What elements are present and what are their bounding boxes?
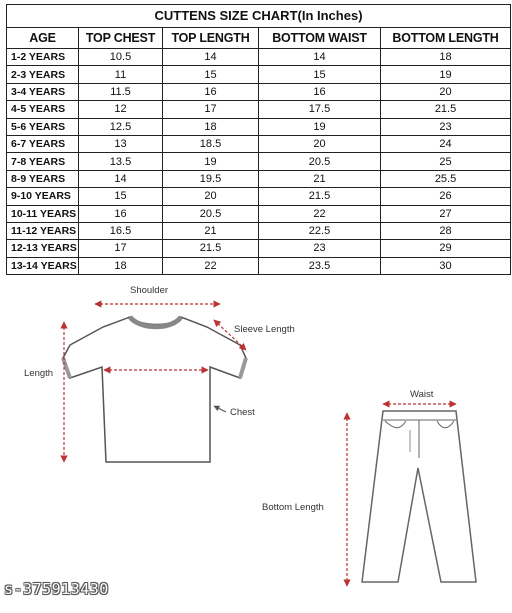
- cell-top-chest: 18: [79, 257, 163, 274]
- header-age: AGE: [7, 28, 79, 49]
- cell-top-chest: 11.5: [79, 83, 163, 100]
- size-chart-table: [6, 4, 511, 275]
- size-chart-body: [7, 49, 511, 275]
- header-bottom-length: BOTTOM LENGTH: [381, 28, 511, 49]
- cell-age: 13-14 YEARS: [7, 257, 79, 274]
- cell-age: 11-12 YEARS: [7, 222, 79, 239]
- cell-top-length: 17: [163, 101, 259, 118]
- cell-top-length: 21.5: [163, 240, 259, 257]
- table-row: [7, 170, 511, 187]
- table-row: [7, 101, 511, 118]
- table-row: [7, 66, 511, 83]
- cell-bottom-waist: 19: [259, 118, 381, 135]
- cell-bottom-waist: 20.5: [259, 153, 381, 170]
- table-row: [7, 257, 511, 274]
- cell-age: 8-9 YEARS: [7, 170, 79, 187]
- cell-bottom-waist: 23: [259, 240, 381, 257]
- table-row: [7, 188, 511, 205]
- shoulder-label: Shoulder: [130, 285, 169, 296]
- cell-bottom-length: 23: [381, 118, 511, 135]
- header-row: [7, 28, 511, 49]
- cell-age: 7-8 YEARS: [7, 153, 79, 170]
- cell-age: 4-5 YEARS: [7, 101, 79, 118]
- measurement-diagram: [0, 280, 512, 613]
- cell-bottom-waist: 22.5: [259, 222, 381, 239]
- cell-bottom-length: 25: [381, 153, 511, 170]
- cell-age: 3-4 YEARS: [7, 83, 79, 100]
- cell-bottom-length: 26: [381, 188, 511, 205]
- cell-bottom-length: 18: [381, 49, 511, 66]
- tshirt-outline: [63, 317, 246, 462]
- cell-bottom-waist: 15: [259, 66, 381, 83]
- cell-top-chest: 16.5: [79, 222, 163, 239]
- cell-bottom-length: 21.5: [381, 101, 511, 118]
- cell-bottom-length: 30: [381, 257, 511, 274]
- cell-age: 12-13 YEARS: [7, 240, 79, 257]
- table-row: [7, 240, 511, 257]
- cell-top-length: 19: [163, 153, 259, 170]
- cell-bottom-waist: 14: [259, 49, 381, 66]
- cell-bottom-waist: 16: [259, 83, 381, 100]
- bottom-length-label: Bottom Length: [262, 502, 324, 513]
- cell-top-length: 21: [163, 222, 259, 239]
- cell-top-length: 20: [163, 188, 259, 205]
- table-row: [7, 118, 511, 135]
- title-row: [7, 5, 511, 28]
- cell-top-chest: 12.5: [79, 118, 163, 135]
- cell-bottom-waist: 21: [259, 170, 381, 187]
- header-top-length: TOP LENGTH: [163, 28, 259, 49]
- cell-bottom-waist: 17.5: [259, 101, 381, 118]
- table-row: [7, 83, 511, 100]
- table-row: [7, 153, 511, 170]
- cell-bottom-length: 24: [381, 135, 511, 152]
- chest-pointer: [214, 406, 226, 412]
- cell-top-length: 14: [163, 49, 259, 66]
- table-row: [7, 222, 511, 239]
- cell-top-chest: 16: [79, 205, 163, 222]
- trousers-outline: [362, 411, 476, 582]
- cell-top-length: 15: [163, 66, 259, 83]
- cell-bottom-length: 25.5: [381, 170, 511, 187]
- cell-top-length: 22: [163, 257, 259, 274]
- cell-top-chest: 10.5: [79, 49, 163, 66]
- cell-bottom-length: 29: [381, 240, 511, 257]
- cell-bottom-length: 19: [381, 66, 511, 83]
- product-id-watermark: s-375913430: [4, 580, 109, 598]
- chest-label: Chest: [230, 407, 255, 418]
- cell-top-chest: 12: [79, 101, 163, 118]
- cell-bottom-length: 20: [381, 83, 511, 100]
- cell-age: 1-2 YEARS: [7, 49, 79, 66]
- cell-bottom-waist: 23.5: [259, 257, 381, 274]
- cell-bottom-length: 27: [381, 205, 511, 222]
- table-row: [7, 49, 511, 66]
- cell-age: 9-10 YEARS: [7, 188, 79, 205]
- cell-age: 10-11 YEARS: [7, 205, 79, 222]
- length-label: Length: [24, 368, 54, 379]
- cell-top-length: 16: [163, 83, 259, 100]
- cell-top-chest: 15: [79, 188, 163, 205]
- header-bottom-waist: BOTTOM WAIST: [259, 28, 381, 49]
- cell-age: 2-3 YEARS: [7, 66, 79, 83]
- waist-label: Waist: [410, 389, 434, 400]
- cell-top-length: 18.5: [163, 135, 259, 152]
- cell-bottom-waist: 22: [259, 205, 381, 222]
- cell-age: 5-6 YEARS: [7, 118, 79, 135]
- cell-top-chest: 14: [79, 170, 163, 187]
- cell-top-chest: 13.5: [79, 153, 163, 170]
- cell-top-length: 20.5: [163, 205, 259, 222]
- cell-bottom-waist: 20: [259, 135, 381, 152]
- cell-top-length: 18: [163, 118, 259, 135]
- header-top-chest: TOP CHEST: [79, 28, 163, 49]
- cell-bottom-waist: 21.5: [259, 188, 381, 205]
- sleeve-length-label: Sleeve Length: [234, 324, 295, 335]
- chart-title: CUTTENS SIZE CHART(In Inches): [7, 5, 511, 28]
- cell-bottom-length: 28: [381, 222, 511, 239]
- cell-top-chest: 17: [79, 240, 163, 257]
- cell-top-chest: 13: [79, 135, 163, 152]
- table-row: [7, 205, 511, 222]
- cell-top-chest: 11: [79, 66, 163, 83]
- table-row: [7, 135, 511, 152]
- cell-top-length: 19.5: [163, 170, 259, 187]
- cell-age: 6-7 YEARS: [7, 135, 79, 152]
